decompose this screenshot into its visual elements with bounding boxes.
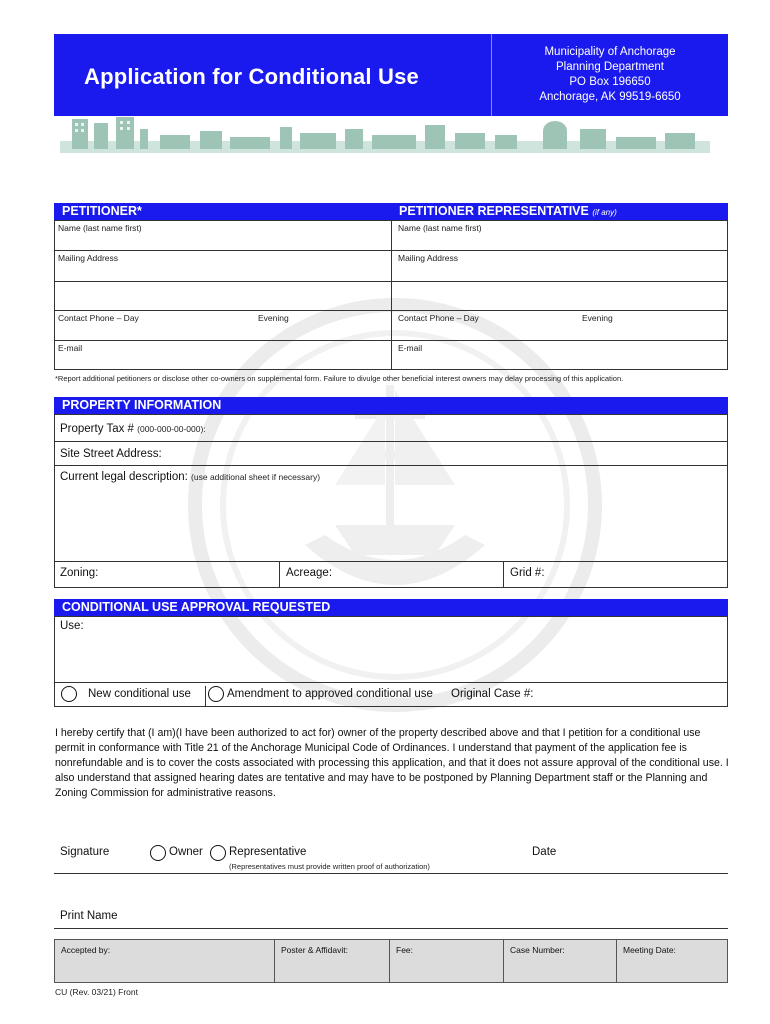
- row-divider: [54, 340, 728, 341]
- signature-label: Signature: [60, 846, 110, 858]
- representative-name-field[interactable]: Name (last name first): [398, 223, 482, 233]
- fee-field[interactable]: Fee:: [390, 940, 504, 982]
- radio-circle-icon[interactable]: [210, 845, 226, 861]
- amendment-label: Amendment to approved conditional use: [227, 688, 433, 700]
- poster-affidavit-field[interactable]: Poster & Affidavit:: [275, 940, 390, 982]
- representative-bar: [391, 203, 728, 220]
- site-street-address-field[interactable]: Site Street Address:: [60, 448, 162, 460]
- row-divider: [54, 310, 728, 311]
- representative-heading: PETITIONER REPRESENTATIVE: [399, 204, 589, 218]
- municipality-address: [492, 45, 728, 105]
- column-divider: [279, 561, 280, 588]
- print-name-line[interactable]: [54, 928, 728, 929]
- radio-circle-icon[interactable]: [208, 686, 224, 702]
- print-name-label: Print Name: [60, 910, 118, 922]
- office-use-box: [54, 939, 728, 983]
- amendment-radio[interactable]: [208, 686, 224, 707]
- signature-line[interactable]: [54, 873, 728, 874]
- accepted-by-field[interactable]: Accepted by:: [55, 940, 275, 982]
- row-divider: [54, 281, 728, 282]
- radio-circle-icon[interactable]: [150, 845, 166, 861]
- petitioner-mailing-field[interactable]: Mailing Address: [58, 253, 119, 263]
- zoning-field[interactable]: Zoning:: [60, 567, 99, 579]
- header-banner: [54, 34, 728, 116]
- column-divider: [205, 686, 206, 707]
- meeting-date-field[interactable]: Meeting Date:: [623, 945, 676, 955]
- representative-radio[interactable]: [210, 845, 226, 866]
- representative-evening-field[interactable]: Evening: [582, 313, 613, 323]
- property-bar: [54, 397, 728, 414]
- skyline-graphic: [60, 115, 710, 153]
- legal-description-label: Current legal description:: [60, 471, 188, 483]
- address-line: Anchorage, AK 99519-6650: [539, 91, 681, 103]
- owner-label: Owner: [169, 846, 203, 858]
- property-tax-field[interactable]: [60, 423, 206, 435]
- row-divider: [54, 465, 728, 466]
- petitioner-name-field[interactable]: Name (last name first): [58, 223, 142, 233]
- legal-description-field[interactable]: [60, 471, 320, 483]
- representative-phone-day-field[interactable]: Contact Phone – Day: [398, 313, 479, 323]
- row-divider: [54, 682, 728, 683]
- column-divider: [391, 220, 392, 370]
- property-tax-hint: (000-000-00-000):: [137, 424, 206, 434]
- approval-bar: [54, 599, 728, 616]
- row-divider: [54, 441, 728, 442]
- original-case-field[interactable]: Original Case #:: [451, 688, 534, 700]
- new-use-radio[interactable]: [61, 686, 77, 707]
- legal-description-hint: (use additional sheet if necessary): [191, 472, 321, 482]
- use-field[interactable]: Use:: [60, 620, 84, 632]
- row-divider: [54, 250, 728, 251]
- acreage-field[interactable]: Acreage:: [286, 567, 333, 579]
- representative-email-field[interactable]: E-mail: [398, 343, 423, 353]
- case-number-field[interactable]: Case Number:: [504, 940, 617, 982]
- date-label: Date: [532, 846, 557, 858]
- petitioner-phone-day-field[interactable]: Contact Phone – Day: [58, 313, 139, 323]
- certification-text: I hereby certify that (I am)(I have been authorized to act for) owner of the property described above and that I petition for a conditional use permit in conformance with Title 21 of the Anchorage Municipal Code of Ordinances. I understand that payment of the application fee is nonrefundable and is to cover the costs associated with processing this application, and that it does not assure approval of the conditional use. I also understand that assigned hearing dates are tentative and may have to be postponed by Planning Department staff or the Planning and Zoning Commission for administrative reasons.: [55, 727, 729, 799]
- form-revision-footer: CU (Rev. 03/21) Front: [55, 987, 138, 997]
- petitioner-heading: PETITIONER*: [62, 204, 142, 218]
- representative-note: (Representatives must provide written proof of authorization): [229, 862, 430, 871]
- row-divider: [54, 561, 728, 562]
- representative-label: Representative: [229, 846, 307, 858]
- address-line: PO Box 196650: [569, 76, 651, 88]
- address-line: Municipality of Anchorage: [544, 46, 676, 58]
- representative-heading-note: (if any): [592, 208, 617, 217]
- owner-radio[interactable]: [150, 845, 166, 866]
- petitioner-email-field[interactable]: E-mail: [58, 343, 83, 353]
- representative-mailing-field[interactable]: Mailing Address: [398, 253, 459, 263]
- new-use-label: New conditional use: [88, 688, 191, 700]
- petitioner-evening-field[interactable]: Evening: [258, 313, 289, 323]
- approval-heading: CONDITIONAL USE APPROVAL REQUESTED: [62, 600, 331, 614]
- property-heading: PROPERTY INFORMATION: [62, 398, 222, 412]
- address-line: Planning Department: [555, 61, 665, 73]
- form-title: Application for Conditional Use: [84, 64, 419, 89]
- column-divider: [503, 561, 504, 588]
- property-tax-label: Property Tax #: [60, 423, 134, 435]
- grid-field[interactable]: Grid #:: [510, 567, 545, 579]
- radio-circle-icon[interactable]: [61, 686, 77, 702]
- petitioner-footnote: *Report additional petitioners or disclose other co-owners on supplemental form. Failure to divulge other beneficial interest owners may delay processing of this application.: [55, 374, 624, 383]
